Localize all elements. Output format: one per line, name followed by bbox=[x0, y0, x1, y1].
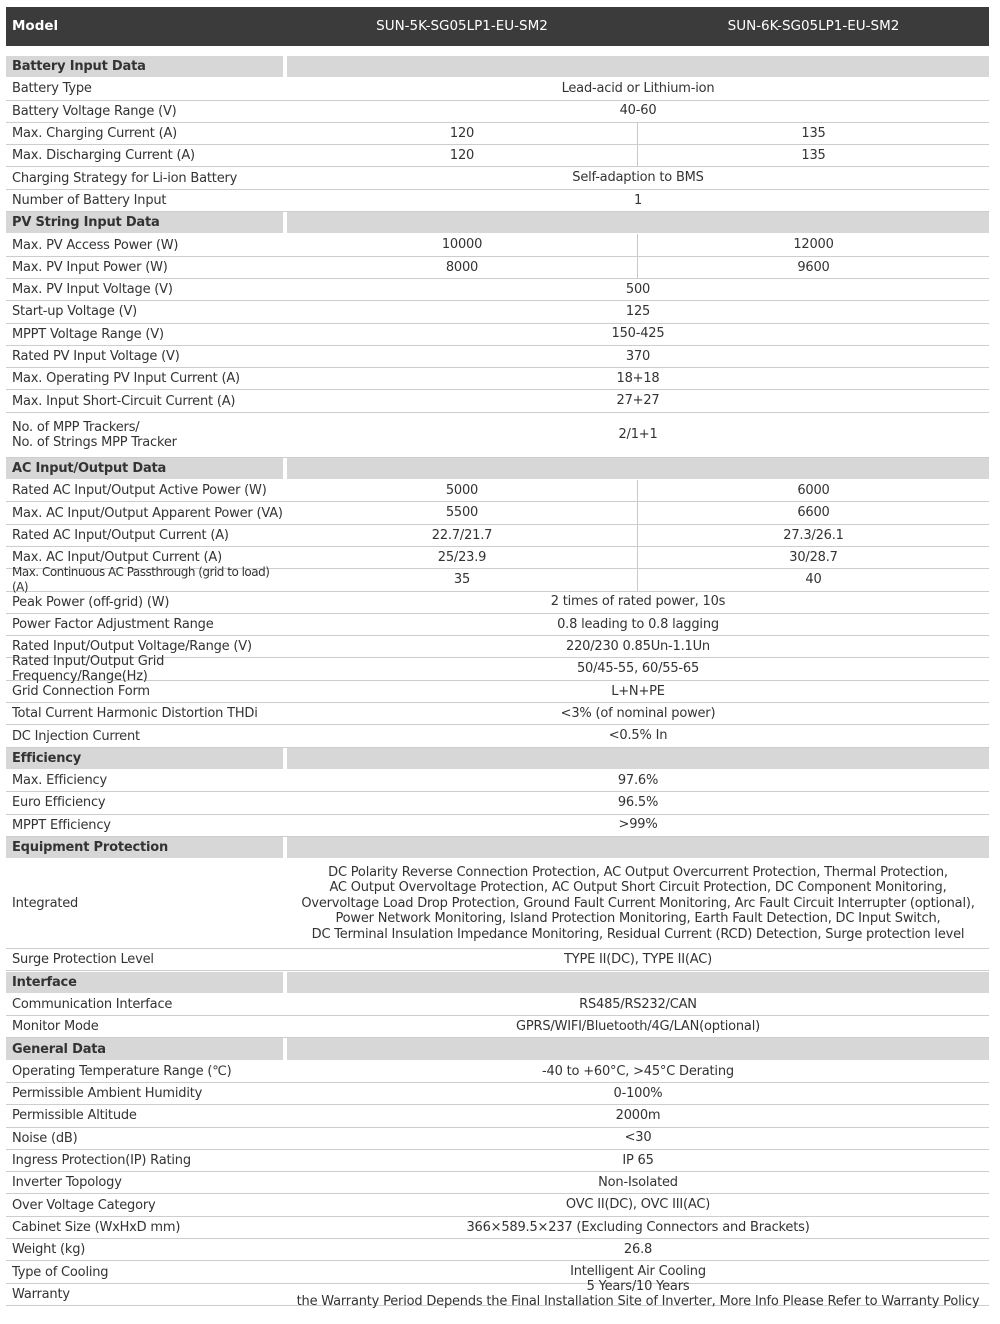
spec-label: Max. AC Input/Output Current (A) bbox=[12, 550, 222, 566]
spec-row bbox=[6, 859, 989, 949]
spec-value: 500 bbox=[625, 281, 651, 297]
spec-label: Warranty bbox=[12, 1286, 70, 1302]
spec-label: Surge Protection Level bbox=[12, 952, 154, 968]
spec-value-model-1: 35 bbox=[453, 572, 471, 588]
spec-label: DC Injection Current bbox=[12, 728, 140, 744]
section-title: AC Input/Output Data bbox=[6, 458, 283, 479]
section-fill bbox=[287, 212, 989, 233]
spec-label: Inverter Topology bbox=[12, 1175, 122, 1191]
spec-row bbox=[6, 234, 989, 256]
section-fill bbox=[287, 458, 989, 479]
spec-row bbox=[6, 1172, 989, 1194]
spec-values bbox=[287, 1016, 989, 1037]
spec-value: DC Polarity Reverse Connection Protection, AC Output Overcurrent Protection, Thermal Protection, AC Output Overvoltage Protection, AC Output Short Circuit Protection, DC Component Monitoring, Overvoltage Load Drop Protection, Ground Fault Current Monitoring, Arc Fault Circuit Interrupter (optional), Power Network Monitoring, Island Protection Monitoring, Earth Fault Detection, DC Input Switch, DC Terminal Insulation Impedance Monitoring, Residual Current (RCD) Detection, Surge protection level bbox=[301, 864, 975, 942]
spec-label: Operating Temperature Range (℃) bbox=[12, 1063, 232, 1079]
spec-value: Non-Isolated bbox=[598, 1175, 678, 1191]
section-fill bbox=[287, 837, 989, 858]
spec-label: Rated Input/Output Grid Frequency/Range(Hz) bbox=[12, 654, 165, 685]
spec-row bbox=[6, 614, 989, 636]
spec-row bbox=[6, 725, 989, 747]
section-header-row bbox=[6, 458, 989, 480]
spec-value: 0-100% bbox=[613, 1085, 663, 1101]
spec-values bbox=[287, 994, 989, 1015]
spec-value: Lead-acid or Lithium-ion bbox=[561, 81, 715, 97]
spec-row bbox=[6, 792, 989, 814]
spec-row bbox=[6, 994, 989, 1016]
spec-label: Permissible Altitude bbox=[12, 1108, 137, 1124]
spec-row bbox=[6, 815, 989, 837]
spec-values bbox=[287, 190, 989, 211]
spec-value: 27+27 bbox=[616, 393, 660, 409]
spec-label: Euro Efficiency bbox=[12, 795, 106, 811]
spec-label: Battery Type bbox=[12, 81, 92, 97]
spec-value-model-2: 9600 bbox=[797, 259, 830, 275]
spec-label: Start-up Voltage (V) bbox=[12, 304, 138, 320]
spec-value-model-2: 135 bbox=[801, 125, 826, 141]
spec-row bbox=[6, 1239, 989, 1261]
spec-values bbox=[287, 1172, 989, 1193]
spec-values bbox=[287, 301, 989, 322]
spec-label: Max. Input Short-Circuit Current (A) bbox=[12, 393, 236, 409]
spec-values bbox=[287, 815, 989, 836]
spec-label: Rated AC Input/Output Active Power (W) bbox=[12, 483, 267, 499]
spec-values bbox=[287, 234, 989, 255]
spec-value-model-1: 5500 bbox=[445, 505, 479, 521]
spec-values bbox=[287, 770, 989, 791]
spec-value: 125 bbox=[625, 304, 651, 320]
spec-values bbox=[287, 145, 989, 166]
spec-values bbox=[287, 1105, 989, 1126]
spec-label: No. of MPP Trackers/ No. of Strings MPP Tracker bbox=[12, 419, 177, 450]
section-header-row bbox=[6, 1038, 989, 1060]
spec-value: 0.8 leading to 0.8 lagging bbox=[557, 616, 719, 632]
spec-label: Max. PV Access Power (W) bbox=[12, 237, 179, 253]
spec-values bbox=[287, 279, 989, 300]
spec-row bbox=[6, 279, 989, 301]
spec-label: Max. PV Input Voltage (V) bbox=[12, 282, 173, 298]
spec-values bbox=[287, 525, 989, 546]
spec-value-model-2: 6000 bbox=[797, 482, 830, 498]
spec-value: <30 bbox=[624, 1130, 652, 1146]
spec-label: Max. Operating PV Input Current (A) bbox=[12, 371, 240, 387]
spec-row bbox=[6, 413, 989, 458]
spec-label: Grid Connection Form bbox=[12, 683, 150, 699]
section-header-row bbox=[6, 972, 989, 994]
spec-row bbox=[6, 168, 989, 190]
spec-values bbox=[287, 859, 989, 948]
spec-values bbox=[287, 346, 989, 367]
spec-row bbox=[6, 681, 989, 703]
spec-label: Permissible Ambient Humidity bbox=[12, 1086, 203, 1102]
spec-values bbox=[287, 413, 989, 457]
spec-row bbox=[6, 1016, 989, 1038]
section-title: Battery Input Data bbox=[6, 56, 283, 77]
section-fill bbox=[287, 748, 989, 769]
spec-values bbox=[287, 257, 989, 278]
spec-value: IP 65 bbox=[622, 1152, 654, 1168]
spec-value-model-1: 120 bbox=[449, 125, 475, 141]
spec-label: Power Factor Adjustment Range bbox=[12, 617, 214, 633]
spec-value: <0.5% In bbox=[608, 728, 668, 744]
section-title: Equipment Protection bbox=[6, 837, 283, 858]
spec-value-model-1: 10000 bbox=[441, 237, 483, 253]
spec-row bbox=[6, 346, 989, 368]
section-header-row bbox=[6, 837, 989, 859]
spec-label: Over Voltage Category bbox=[12, 1197, 156, 1213]
spec-label: Charging Strategy for Li-ion Battery bbox=[12, 170, 238, 186]
spec-label: Monitor Mode bbox=[12, 1019, 99, 1035]
section-title: Efficiency bbox=[6, 748, 283, 769]
spec-row bbox=[6, 190, 989, 212]
spec-label: Rated PV Input Voltage (V) bbox=[12, 349, 180, 365]
model-header-label: Model bbox=[12, 18, 59, 34]
table-header bbox=[6, 7, 989, 46]
spec-value: 2000m bbox=[615, 1108, 661, 1124]
spec-label: Weight (kg) bbox=[12, 1242, 86, 1258]
spec-values bbox=[287, 1195, 989, 1216]
spec-values bbox=[287, 168, 989, 189]
spec-value: Self-adaption to BMS bbox=[572, 170, 704, 186]
spec-value: 370 bbox=[625, 348, 651, 364]
spec-values bbox=[287, 123, 989, 144]
spec-label: Rated Input/Output Voltage/Range (V) bbox=[12, 639, 252, 655]
spec-value-model-2: 27.3/26.1 bbox=[783, 527, 844, 543]
spec-label: Max. Discharging Current (A) bbox=[12, 148, 195, 164]
spec-row bbox=[6, 391, 989, 413]
spec-values bbox=[287, 614, 989, 635]
spec-value: 150-425 bbox=[611, 326, 665, 342]
spec-row bbox=[6, 1278, 989, 1310]
spec-row bbox=[6, 1105, 989, 1127]
spec-values bbox=[287, 681, 989, 702]
spec-row bbox=[6, 123, 989, 145]
spec-label: Max. Efficiency bbox=[12, 773, 107, 789]
spec-value: Intelligent Air Cooling bbox=[570, 1264, 706, 1280]
spec-values bbox=[287, 569, 989, 590]
spec-label: Noise (dB) bbox=[12, 1130, 78, 1146]
spec-row bbox=[6, 949, 989, 971]
spec-value-model-1: 8000 bbox=[445, 259, 479, 275]
spec-row bbox=[6, 703, 989, 725]
spec-value-model-1: 22.7/21.7 bbox=[431, 527, 493, 543]
spec-value: 366×589.5×237 (Excluding Connectors and Brackets) bbox=[466, 1219, 810, 1235]
spec-row bbox=[6, 78, 989, 100]
spec-values bbox=[287, 1061, 989, 1082]
spec-value: <3% (of nominal power) bbox=[560, 705, 716, 721]
spec-values bbox=[287, 636, 989, 657]
spec-value: 97.6% bbox=[617, 772, 659, 788]
spec-value: -40 to +60°C, >45°C Derating bbox=[542, 1063, 734, 1079]
spec-values bbox=[287, 101, 989, 122]
spec-value: 96.5% bbox=[617, 795, 659, 811]
spec-row bbox=[6, 480, 989, 502]
spec-row bbox=[6, 257, 989, 279]
spec-value: 220/230 0.85Un-1.1Un bbox=[566, 639, 710, 655]
spec-label: MPPT Voltage Range (V) bbox=[12, 326, 164, 342]
spec-label: Peak Power (off-grid) (W) bbox=[12, 594, 170, 610]
spec-row bbox=[6, 368, 989, 390]
spec-value-model-1: 25/23.9 bbox=[437, 549, 487, 565]
spec-values bbox=[287, 659, 989, 680]
spec-row bbox=[6, 324, 989, 346]
spec-row bbox=[6, 654, 989, 685]
spec-row bbox=[6, 1128, 989, 1150]
spec-row bbox=[6, 1061, 989, 1083]
spec-row bbox=[6, 592, 989, 614]
spec-row bbox=[6, 101, 989, 123]
spec-values bbox=[287, 324, 989, 345]
spec-row bbox=[6, 502, 989, 524]
spec-values bbox=[287, 1217, 989, 1238]
section-fill bbox=[287, 56, 989, 77]
spec-values bbox=[287, 502, 989, 523]
spec-value: 40-60 bbox=[619, 103, 657, 119]
spec-label: Integrated bbox=[12, 896, 79, 912]
spec-value-model-1: 120 bbox=[449, 148, 475, 164]
model-name-2: SUN-6K-SG05LP1-EU-SM2 bbox=[727, 18, 900, 34]
section-header-row bbox=[6, 212, 989, 234]
spec-label: Max. Charging Current (A) bbox=[12, 126, 178, 142]
spec-value: GPRS/WIFI/Bluetooth/4G/LAN(optional) bbox=[516, 1018, 760, 1034]
spec-value-model-2: 135 bbox=[801, 148, 826, 164]
spec-values bbox=[287, 703, 989, 724]
spec-values bbox=[287, 78, 989, 99]
spec-value: 2/1+1 bbox=[618, 427, 658, 443]
section-title: General Data bbox=[6, 1038, 283, 1059]
section-header-row bbox=[6, 56, 989, 78]
spec-row bbox=[6, 1217, 989, 1239]
spec-label: Communication Interface bbox=[12, 996, 173, 1012]
spec-value: L+N+PE bbox=[611, 683, 665, 699]
spec-row bbox=[6, 525, 989, 547]
spec-value: 50/45-55, 60/55-65 bbox=[576, 661, 700, 677]
spec-value: >99% bbox=[618, 817, 658, 833]
spec-label: Max. AC Input/Output Apparent Power (VA) bbox=[12, 505, 283, 521]
spec-values bbox=[287, 1278, 989, 1310]
spec-label: Max. PV Input Power (W) bbox=[12, 259, 168, 275]
spec-values bbox=[287, 792, 989, 813]
section-fill bbox=[287, 972, 989, 993]
spec-values bbox=[287, 547, 989, 568]
spec-label: Total Current Harmonic Distortion THDi bbox=[12, 706, 258, 722]
section-fill bbox=[287, 1038, 989, 1059]
section-title: Interface bbox=[6, 972, 283, 993]
spec-value-model-2: 40 bbox=[805, 572, 822, 588]
spec-row bbox=[6, 1083, 989, 1105]
model-name-1: SUN-5K-SG05LP1-EU-SM2 bbox=[376, 18, 548, 34]
spec-values bbox=[287, 592, 989, 613]
spec-label: Battery Voltage Range (V) bbox=[12, 103, 177, 119]
spec-row bbox=[6, 770, 989, 792]
spec-row bbox=[6, 564, 989, 594]
spec-value: 18+18 bbox=[616, 371, 660, 387]
section-title: PV String Input Data bbox=[6, 212, 283, 233]
spec-label: Cabinet Size (WxHxD mm) bbox=[12, 1219, 181, 1235]
spec-value: 1 bbox=[633, 192, 643, 208]
spec-values bbox=[287, 1239, 989, 1260]
spec-label: MPPT Efficiency bbox=[12, 817, 111, 833]
spec-label: Type of Cooling bbox=[12, 1264, 109, 1280]
spec-value-model-2: 6600 bbox=[797, 505, 830, 521]
spec-values bbox=[287, 725, 989, 746]
spec-value-model-2: 12000 bbox=[793, 237, 834, 253]
spec-values bbox=[287, 1083, 989, 1104]
spec-label: Ingress Protection(IP) Rating bbox=[12, 1153, 191, 1169]
spec-values bbox=[287, 949, 989, 970]
spec-label: Rated AC Input/Output Current (A) bbox=[12, 527, 229, 543]
spec-label: Number of Battery Input bbox=[12, 192, 167, 208]
spec-values bbox=[287, 368, 989, 389]
spec-values bbox=[287, 391, 989, 412]
spec-row bbox=[6, 1195, 989, 1217]
spec-values bbox=[287, 1150, 989, 1171]
spec-row bbox=[6, 145, 989, 167]
spec-value-model-2: 30/28.7 bbox=[789, 549, 838, 565]
spec-value: OVC II(DC), OVC III(AC) bbox=[565, 1197, 711, 1213]
spec-values bbox=[287, 1128, 989, 1149]
spec-value: TYPE II(DC), TYPE II(AC) bbox=[563, 952, 713, 968]
spec-value-model-1: 5000 bbox=[445, 482, 479, 498]
section-header-row bbox=[6, 748, 989, 770]
spec-label: Max. Continuous AC Passthrough (grid to load) (A) bbox=[12, 564, 270, 594]
spec-row bbox=[6, 1150, 989, 1172]
spec-value: 5 Years/10 Years the Warranty Period Depends the Final Installation Site of Inverter, More Info Please Refer to Warranty Policy bbox=[296, 1278, 980, 1310]
spec-value: RS485/RS232/CAN bbox=[579, 996, 697, 1012]
spec-value: 2 times of rated power, 10s bbox=[550, 594, 726, 610]
spec-row bbox=[6, 301, 989, 323]
spec-values bbox=[287, 480, 989, 501]
spec-value: 26.8 bbox=[623, 1241, 653, 1257]
